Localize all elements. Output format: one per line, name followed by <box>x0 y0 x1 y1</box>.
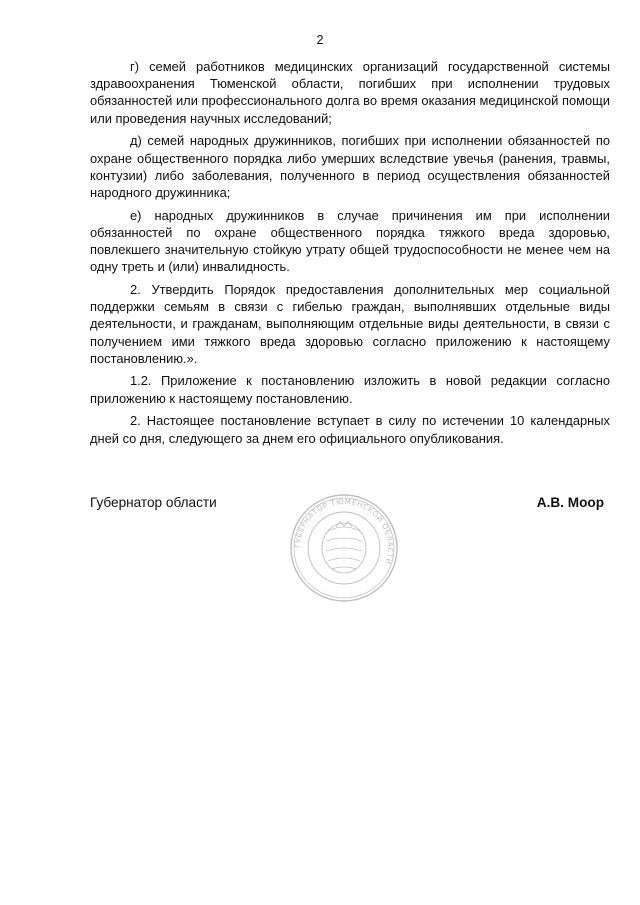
seal-text: ГУБЕРНАТОР ТЮМЕНСКОЙ ОБЛАСТИ <box>292 496 396 566</box>
paragraph-appendix-amendment: 1.2. Приложение к постановлению изложить в новой редакции согласно приложению к настоящему постановлению. <box>90 373 610 406</box>
paragraph-item-g: г) семей работников медицинских организаций государственной системы здравоохранения Тюменской области, погибших при исполнении трудовых обязанностей или профессионального долга во время оказания медицинской помощи или проведения научных исследований; <box>90 59 610 126</box>
paragraph-entry-into-force: 2. Настоящее постановление вступает в силу по истечении 10 календарных дней со дня, следующего за днем его официального опубликования. <box>90 413 610 446</box>
paragraph-approve-procedure: 2. Утвердить Порядок предоставления дополнительных мер социальной поддержки семьям в связи с гибелью граждан, выполнявших отдельные виды деятельности, и гражданам, выполняющим отдельные виды деятельности, в связи с получением ими тяжкого вреда здоровью согласно приложению к настоящему постановлению.». <box>90 281 610 366</box>
document-body <box>90 58 610 452</box>
paragraph-item-d: д) семей народных дружинников, погибших при исполнении обязанностей по охране общественного порядка либо умерших вследствие увечья (ранения, травмы, контузии) либо заболевания, полученного в период осуществления обязанностей народного дружинника; <box>90 133 610 200</box>
svg-text:ГУБЕРНАТОР ТЮМЕНСКОЙ ОБЛАСТИ <box>293 497 395 566</box>
signatory-name: А.В. Моор <box>536 495 604 510</box>
paragraph-item-e: е) народных дружинников в случае причинения им при исполнении обязанностей по охране общественного порядка тяжкого вреда здоровью, повлекшего значительную стойкую утрату общей трудоспособности не менее чем на одну треть и (или) инвалидность. <box>90 207 610 275</box>
page-number: 2 <box>316 33 324 47</box>
official-seal-icon <box>288 493 400 603</box>
signatory-title: Губернатор области <box>90 495 217 510</box>
